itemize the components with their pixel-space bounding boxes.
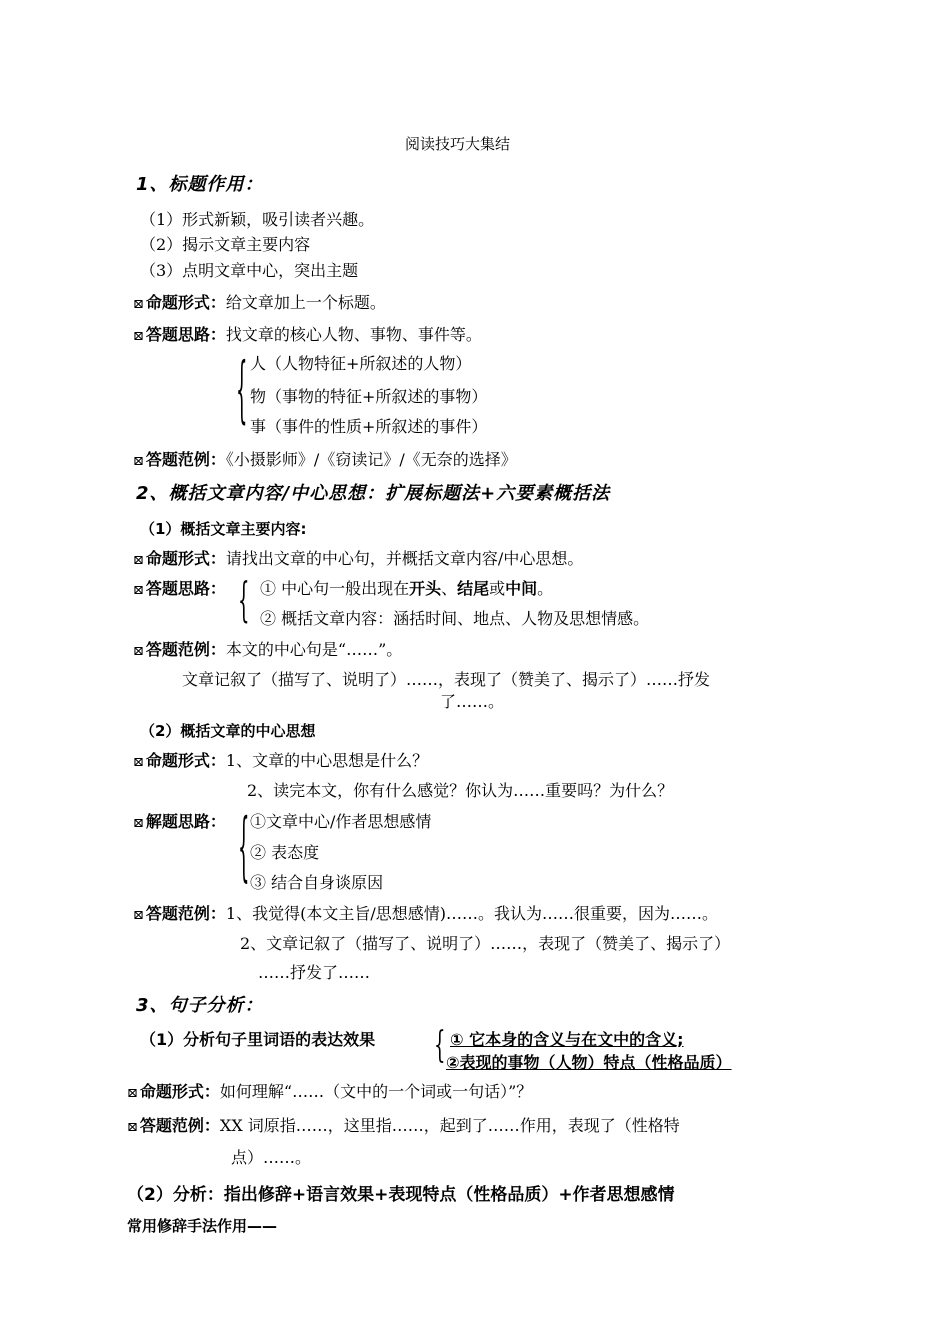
label: 命题形式：: [145, 751, 226, 770]
text: 《小摄影师》/《窃读记》/《无奈的选择》: [225, 450, 517, 469]
checkbox-marker-icon: ⊠: [133, 583, 144, 598]
s2-p2-example-line: [133, 901, 718, 924]
curly-brace-icon: {: [434, 1024, 446, 1067]
s2-question-line: [133, 546, 583, 569]
s3-example-line-2: 点）……。: [231, 1148, 312, 1167]
checkbox-marker-icon: ⊠: [127, 1086, 138, 1101]
text: 1、我觉得(本文主旨/思想感情)……。我认为……很重要，因为……。: [225, 904, 718, 923]
s2-p2-question-line: [133, 748, 428, 771]
s3-part-2-heading: （2）分析：指出修辞+语言效果+表现特点（性格品质）+作者思想感情: [127, 1185, 675, 1205]
s2-example-line-3: 了……。: [440, 692, 505, 711]
s2-p2-solve-3: ③ 结合自身谈原因: [250, 873, 384, 892]
checkbox-marker-icon: ⊠: [133, 755, 144, 770]
section-2-heading: 2、概括文章内容/中心思想：扩展标题法+六要素概括法: [136, 483, 611, 504]
s2-p2-example-2: 2、文章记叙了（描写了、说明了）……，表现了（赞美了、揭示了）: [240, 934, 731, 953]
s2-answer-label-line: [133, 576, 226, 599]
text: 找文章的核心人物、事物、事件等。: [225, 325, 482, 344]
s3-reason-2: ②表现的事物（人物）特点（性格品质）: [446, 1053, 732, 1072]
s1-item-3: （3）点明文章中心，突出主题: [140, 261, 359, 280]
label: 命题形式：: [145, 549, 226, 568]
s3-footer-heading: 常用修辞手法作用——: [127, 1217, 278, 1235]
s2-p2-solve-label-line: [133, 809, 226, 832]
checkbox-marker-icon: ⊠: [133, 816, 144, 831]
s3-reason-1: ① 它本身的含义与在文中的含义;: [450, 1030, 684, 1049]
label: 命题形式：: [139, 1082, 220, 1101]
curly-brace-icon: {: [238, 804, 250, 892]
text: 1、文章的中心思想是什么？: [225, 751, 429, 770]
s1-item-2: （2）揭示文章主要内容: [140, 235, 311, 254]
s3-part-1-heading: （1）分析句子里词语的表达效果: [140, 1030, 376, 1049]
s2-p2-solve-1: ①文章中心/作者思想感情: [250, 812, 432, 831]
s3-example-line: [127, 1113, 680, 1136]
checkbox-marker-icon: ⊠: [133, 329, 144, 344]
checkbox-marker-icon: ⊠: [133, 553, 144, 568]
s2-p2-question-2: 2、读完本文，你有什么感觉？你认为……重要吗？为什么？: [247, 781, 674, 800]
text: XX 词原指……，这里指……，起到了……作用，表现了（性格特: [219, 1116, 680, 1135]
s1-sub-thing: 物（事物的特征+所叙述的事物）: [250, 387, 488, 406]
label: 答题范例：: [145, 904, 226, 923]
checkbox-marker-icon: ⊠: [127, 1120, 138, 1135]
label: 答题范例：: [145, 450, 226, 469]
curly-brace-icon: {: [238, 574, 250, 629]
s1-sub-person: 人（人物特征+所叙述的人物）: [250, 354, 472, 373]
text: 给文章加上一个标题。: [225, 293, 386, 312]
text: 如何理解“……（文中的一个词或一句话）”？: [219, 1082, 533, 1101]
s2-part-2-heading: （2）概括文章的中心思想: [140, 722, 316, 740]
checkbox-marker-icon: ⊠: [133, 644, 144, 659]
s2-part-1-heading: （1）概括文章主要内容:: [140, 520, 307, 538]
page-title: 阅读技巧大集结: [405, 135, 511, 153]
s1-example-line: [133, 447, 517, 470]
s2-answer-1: ① 中心句一般出现在开头、结尾或中间。: [260, 579, 554, 598]
checkbox-marker-icon: ⊠: [133, 454, 144, 469]
section-1-heading: 1、标题作用：: [136, 174, 264, 195]
s2-example-line: [133, 637, 402, 660]
label: 答题思路：: [145, 579, 226, 598]
curly-brace-icon: {: [236, 348, 248, 433]
checkbox-marker-icon: ⊠: [133, 908, 144, 923]
label: 答题思路：: [145, 325, 226, 344]
s1-answer-line: [133, 322, 482, 345]
text: 请找出文章的中心句，并概括文章内容/中心思想。: [225, 549, 584, 568]
s2-example-line-2: 文章记叙了（描写了、说明了）……，表现了（赞美了、揭示了）……抒发: [182, 670, 711, 689]
s3-question-line: [127, 1079, 532, 1102]
label: 解题思路：: [145, 812, 226, 831]
s2-p2-example-3: ……抒发了……: [258, 963, 371, 982]
s2-answer-2: ② 概括文章内容：涵括时间、地点、人物及思想情感。: [260, 609, 650, 628]
s1-question-line: [133, 290, 386, 313]
section-3-heading: 3、句子分析：: [136, 995, 264, 1016]
s1-item-1: （1）形式新颖，吸引读者兴趣。: [140, 210, 375, 229]
label: 答题范例：: [145, 640, 226, 659]
s2-p2-solve-2: ② 表态度: [250, 843, 320, 862]
text: 本文的中心句是“……”。: [225, 640, 403, 659]
checkbox-marker-icon: ⊠: [133, 297, 144, 312]
s1-sub-event: 事（事件的性质+所叙述的事件）: [250, 417, 488, 436]
label: 命题形式：: [145, 293, 226, 312]
label: 答题范例：: [139, 1116, 220, 1135]
